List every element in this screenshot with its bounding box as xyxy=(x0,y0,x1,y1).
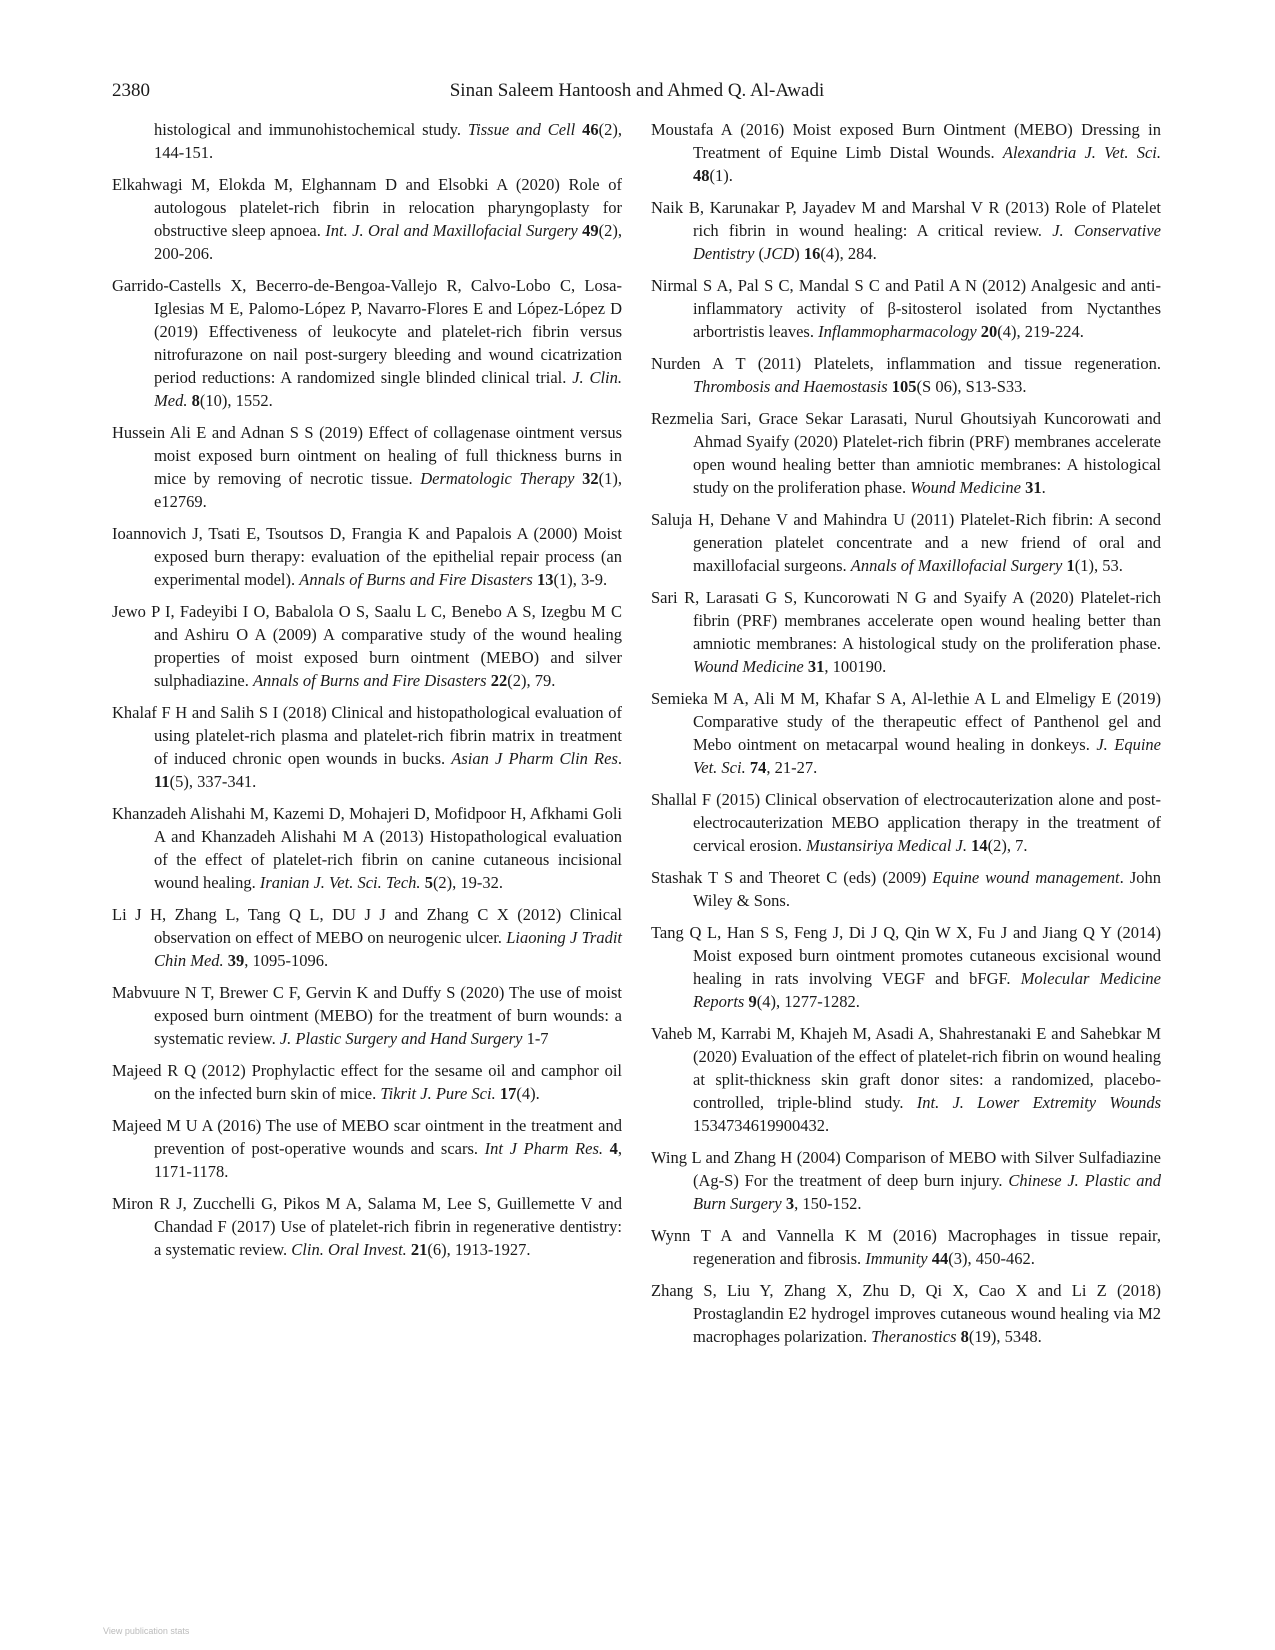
reference-text: Khalaf F H and Salih S I (2018) Clinical and histopathological evaluation of using platelet-rich plasma and platelet-rich fibrin matrix in treatment of induced chronic open wounds in bucks. xyxy=(112,703,622,768)
reference-text: Vaheb M, Karrabi M, Khajeh M, Asadi A, Shahrestanaki E and Sahebkar M (2020) Evaluation of the effect of platelet-rich fibrin on wound healing at split-thickness skin graft donor sites: a randomized, placebo-controlled, triple-blind study. xyxy=(651,1024,1161,1112)
reference-entry xyxy=(112,600,622,692)
reference-text: Miron R J, Zucchelli G, Pikos M A, Salama M, Lee S, Guillemette V and Chandad F (2017) Use of platelet-rich fibrin in regenerative dentistry: a systematic review. xyxy=(112,1194,622,1259)
reference-text: Stashak T S and Theoret C (eds) (2009) xyxy=(651,868,933,887)
reference-journal: J. Equine Vet. Sci. xyxy=(693,735,1161,777)
reference-text: Naik B, Karunakar P, Jayadev M and Marshal V R (2013) Role of Platelet rich fibrin in wound healing: A critical review. xyxy=(651,198,1161,240)
reference-volume: 22 xyxy=(490,671,508,690)
reference-text: ( xyxy=(754,244,765,263)
reference-text: (4), 1277-1282. xyxy=(756,992,860,1011)
reference-volume: 31 xyxy=(1025,478,1042,497)
reference-journal: Int J Pharm Res. xyxy=(484,1139,603,1158)
reference-entry xyxy=(112,1059,622,1105)
reference-text: (1), 3-9. xyxy=(553,570,608,589)
reference-entry xyxy=(112,981,622,1050)
reference-text: 1-7 xyxy=(522,1029,549,1048)
reference-text: Elkahwagi M, Elokda M, Elghannam D and Elsobki A (2020) Role of autologous platelet-rich fibrin in relocation pharyngoplasty for obstructive sleep apnoea. xyxy=(112,175,622,240)
reference-journal: J. Clin. Med. xyxy=(154,368,623,410)
reference-entry xyxy=(651,274,1161,343)
reference-text xyxy=(575,469,583,488)
reference-volume: 39 xyxy=(227,951,245,970)
reference-volume: 8 xyxy=(960,1327,969,1346)
reference-journal: Iranian J. Vet. Sci. Tech. xyxy=(259,873,421,892)
reference-text: Sari R, Larasati G S, Kuncorowati N G and Syaify A (2020) Platelet-rich fibrin (PRF) membranes accelerate open wound healing better than amniotic membranes: A histological study on the proliferation phase. xyxy=(651,588,1161,653)
reference-entry xyxy=(651,687,1161,779)
reference-text: , 21-27. xyxy=(766,758,818,777)
reference-text: (S 06), S13-S33. xyxy=(916,377,1027,396)
reference-entry xyxy=(112,1192,622,1261)
reference-entry xyxy=(651,352,1161,398)
reference-volume: 21 xyxy=(410,1240,428,1259)
reference-text: Shallal F (2015) Clinical observation of electrocauterization alone and post-electrocauterization MEBO application therapy in the treatment of cervical erosion. xyxy=(651,790,1161,855)
reference-entry xyxy=(112,701,622,793)
reference-entry xyxy=(651,1279,1161,1348)
reference-text: Nurden A T (2011) Platelets, inflammation and tissue regeneration. xyxy=(651,354,1161,373)
reference-journal: Theranostics xyxy=(871,1327,957,1346)
reference-entry xyxy=(112,1114,622,1183)
reference-journal: Wound Medicine xyxy=(910,478,1021,497)
reference-volume: 49 xyxy=(582,221,599,240)
reference-volume: 44 xyxy=(931,1249,949,1268)
reference-volume: 32 xyxy=(582,469,599,488)
reference-text: Nirmal S A, Pal S C, Mandal S C and Patil A N (2012) Analgesic and anti-inflammatory activity of β-sitosterol isolated from Nyctanthes arbortristis leaves. xyxy=(651,276,1161,341)
reference-text: Li J H, Zhang L, Tang Q L, DU J J and Zhang C X (2012) Clinical observation on effect of MEBO on neurogenic ulcer. xyxy=(112,905,622,947)
reference-text: , 1095-1096. xyxy=(244,951,329,970)
reference-journal: Int. J. Oral and Maxillofacial Surgery xyxy=(325,221,578,240)
reference-text: (3), 450-462. xyxy=(948,1249,1035,1268)
reference-journal: Annals of Burns and Fire Disasters xyxy=(252,671,487,690)
reference-text: (1), 53. xyxy=(1074,556,1123,575)
reference-text: Khanzadeh Alishahi M, Kazemi D, Mohajeri D, Mofidpoor H, Afkhami Goli A and Khanzadeh Alishahi M A (2013) Histopathological evaluation of the effect of platelet-rich fibrin on canine cutaneous incisional wound healing. xyxy=(112,804,622,892)
reference-volume: 74 xyxy=(749,758,767,777)
reference-volume: 31 xyxy=(807,657,825,676)
reference-text xyxy=(603,1139,610,1158)
reference-text: Moustafa A (2016) Moist exposed Burn Ointment (MEBO) Dressing in Treatment of Equine Limb Distal Wounds. xyxy=(651,120,1161,162)
reference-volume: 8 xyxy=(191,391,200,410)
reference-entry xyxy=(651,1022,1161,1137)
reference-text: (4), 284. xyxy=(820,244,877,263)
reference-journal: Alexandria J. Vet. Sci. xyxy=(1002,143,1161,162)
running-header-authors: Sinan Saleem Hantoosh and Ahmed Q. Al-Awadi xyxy=(449,80,825,101)
reference-entry xyxy=(651,921,1161,1013)
reference-entry xyxy=(112,903,622,972)
reference-entry xyxy=(651,866,1161,912)
reference-journal: Mustansiriya Medical J. xyxy=(806,836,967,855)
reference-volume: 16 xyxy=(803,244,821,263)
reference-text: Garrido-Castells X, Becerro-de-Bengoa-Vallejo R, Calvo-Lobo C, Losa-Iglesias M E, Palomo-López P, Navarro-Flores E and López-López D (2019) Effectiveness of leukocyte and platelet-rich fibrin versus nitrofurazone on nail post-surgery bleeding and wound cicatrization period reductions: A randomized single blinded clinical trial. xyxy=(112,276,622,387)
reference-journal: Molecular Medicine Reports xyxy=(693,969,1161,1011)
reference-text: Mabvuure N T, Brewer C F, Gervin K and Duffy S (2020) The use of moist exposed burn ointment (MEBO) for the treatment of burn wounds: a systematic review. xyxy=(112,983,622,1048)
reference-entry xyxy=(112,802,622,894)
reference-text: Jewo P I, Fadeyibi I O, Babalola O S, Saalu L C, Benebo A S, Izegbu M C and Ashiru O A (2009) A comparative study of the wound healing properties of moist exposed burn ointment (MEBO) and silver sulphadiazine. xyxy=(112,602,622,690)
reference-journal: Equine wound management xyxy=(932,868,1120,887)
reference-entry xyxy=(112,522,622,591)
references-right-column xyxy=(651,118,1161,1357)
reference-text: (2), 200-206. xyxy=(154,221,622,263)
reference-text: (5), 337-341. xyxy=(169,772,257,791)
reference-text: , 150-152. xyxy=(794,1194,862,1213)
reference-entry xyxy=(651,407,1161,499)
reference-text: (2), 19-32. xyxy=(432,873,504,892)
reference-text: (19), 5348. xyxy=(968,1327,1042,1346)
reference-text: Ioannovich J, Tsati E, Tsoutsos D, Frangia K and Papalois A (2000) Moist exposed burn therapy: evaluation of the epithelial repair process (an experimental model). xyxy=(112,524,622,589)
reference-text: Rezmelia Sari, Grace Sekar Larasati, Nurul Ghoutsiyah Kuncorowati and Ahmad Syaify (2020) Platelet-rich fibrin (PRF) membranes accelerate open wound healing better than amniotic membranes: A histological study on the proliferation phase. xyxy=(651,409,1161,497)
reference-volume: 46 xyxy=(582,120,599,139)
reference-volume: 5 xyxy=(424,873,433,892)
reference-journal: Immunity xyxy=(865,1249,928,1268)
reference-text: (4). xyxy=(516,1084,540,1103)
reference-entry xyxy=(651,1224,1161,1270)
reference-journal: Annals of Burns and Fire Disasters xyxy=(299,570,533,589)
reference-journal: Inflammopharmacology xyxy=(818,322,977,341)
reference-text: . John Wiley & Sons. xyxy=(693,868,1162,910)
reference-entry xyxy=(112,173,622,265)
reference-text: Wynn T A and Vannella K M (2016) Macrophages in tissue repair, regeneration and fibrosis. xyxy=(651,1226,1161,1268)
reference-entry xyxy=(651,1146,1161,1215)
reference-text: Majeed M U A (2016) The use of MEBO scar ointment in the treatment and prevention of post-operative wounds and scars. xyxy=(112,1116,622,1158)
reference-journal: Chinese J. Plastic and Burn Surgery xyxy=(693,1171,1161,1213)
reference-journal: Asian J Pharm Clin Res xyxy=(451,749,618,768)
references-left-column xyxy=(112,118,622,1270)
reference-volume: 3 xyxy=(785,1194,795,1213)
reference-text: . xyxy=(617,749,622,768)
reference-volume: 1 xyxy=(1066,556,1075,575)
reference-volume: 14 xyxy=(971,836,988,855)
reference-entry xyxy=(112,421,622,513)
reference-text: (10), 1552. xyxy=(199,391,273,410)
reference-journal: Tikrit J. Pure Sci. xyxy=(380,1084,496,1103)
reference-journal: Clin. Oral Invest. xyxy=(291,1240,407,1259)
reference-text: (2), 7. xyxy=(987,836,1028,855)
reference-entry xyxy=(651,118,1161,187)
reference-volume: 105 xyxy=(891,377,917,396)
reference-journal: Dermatologic Therapy xyxy=(420,469,575,488)
reference-text: , 1171-1178. xyxy=(154,1139,622,1181)
reference-entry xyxy=(112,274,622,412)
reference-journal: JCD xyxy=(764,244,795,263)
reference-volume: 4 xyxy=(609,1139,618,1158)
reference-volume: 9 xyxy=(748,992,757,1011)
reference-text: 1534734619900432. xyxy=(693,1116,830,1135)
reference-journal: J. Conservative Dentistry xyxy=(693,221,1161,263)
view-publication-stats-link[interactable]: View publication stats xyxy=(103,1626,190,1636)
reference-entry xyxy=(112,118,622,164)
reference-text: histological and immunohistochemical study. xyxy=(154,120,468,139)
reference-entry xyxy=(651,788,1161,857)
reference-journal: Int. J. Lower Extremity Wounds xyxy=(916,1093,1161,1112)
reference-text: (2), 79. xyxy=(507,671,556,690)
reference-journal: Liaoning J Tradit Chin Med. xyxy=(154,928,622,970)
reference-entry xyxy=(651,586,1161,678)
reference-text: Zhang S, Liu Y, Zhang X, Zhu D, Qi X, Cao X and Li Z (2018) Prostaglandin E2 hydrogel improves cutaneous wound healing via M2 macrophages polarization. xyxy=(651,1281,1161,1346)
reference-text: Wing L and Zhang H (2004) Comparison of MEBO with Silver Sulfadiazine (Ag-S) For the treatment of deep burn injury. xyxy=(651,1148,1161,1190)
reference-journal: Wound Medicine xyxy=(693,657,804,676)
reference-text: ) xyxy=(794,244,804,263)
reference-volume: 20 xyxy=(980,322,998,341)
reference-text: (4), 219-224. xyxy=(997,322,1084,341)
reference-volume: 13 xyxy=(536,570,554,589)
reference-entry xyxy=(651,196,1161,265)
reference-journal: Annals of Maxillofacial Surgery xyxy=(850,556,1063,575)
reference-text: Semieka M A, Ali M M, Khafar S A, Al-lethie A L and Elmeligy E (2019) Comparative study of the therapeutic effect of Panthenol gel and Mebo ointment on metacarpal wound healing in donkeys. xyxy=(651,689,1161,754)
reference-entry xyxy=(651,508,1161,577)
running-header xyxy=(112,80,1162,110)
reference-volume: 48 xyxy=(693,166,710,185)
reference-text: (2), 144-151. xyxy=(154,120,622,162)
reference-volume: 17 xyxy=(499,1084,517,1103)
reference-text: (1), e12769. xyxy=(154,469,623,511)
reference-text: Majeed R Q (2012) Prophylactic effect for the sesame oil and camphor oil on the infected burn skin of mice. xyxy=(112,1061,622,1103)
reference-text: (1). xyxy=(709,166,733,185)
reference-text: Saluja H, Dehane V and Mahindra U (2011) Platelet-Rich fibrin: A second generation platelet concentrate and a new friend of oral and maxillofacial surgeons. xyxy=(651,510,1161,575)
reference-text: , 100190. xyxy=(824,657,887,676)
reference-journal: J. Plastic Surgery and Hand Surgery xyxy=(279,1029,523,1048)
reference-text: . xyxy=(1041,478,1046,497)
page-number: 2380 xyxy=(112,80,150,101)
reference-text: Hussein Ali E and Adnan S S (2019) Effect of collagenase ointment versus moist exposed burn ointment on healing of full thickness burns in mice by removing of necrotic tissue. xyxy=(112,423,622,488)
reference-journal: Tissue and Cell xyxy=(467,120,576,139)
reference-journal: Thrombosis and Haemostasis xyxy=(693,377,888,396)
reference-text: Tang Q L, Han S S, Feng J, Di J Q, Qin W X, Fu J and Jiang Q Y (2014) Moist exposed burn ointment promotes cutaneous excisional wound healing in rats involving VEGF and bFGF. xyxy=(651,923,1161,988)
reference-text: (6), 1913-1927. xyxy=(427,1240,531,1259)
reference-volume: 11 xyxy=(154,772,170,791)
